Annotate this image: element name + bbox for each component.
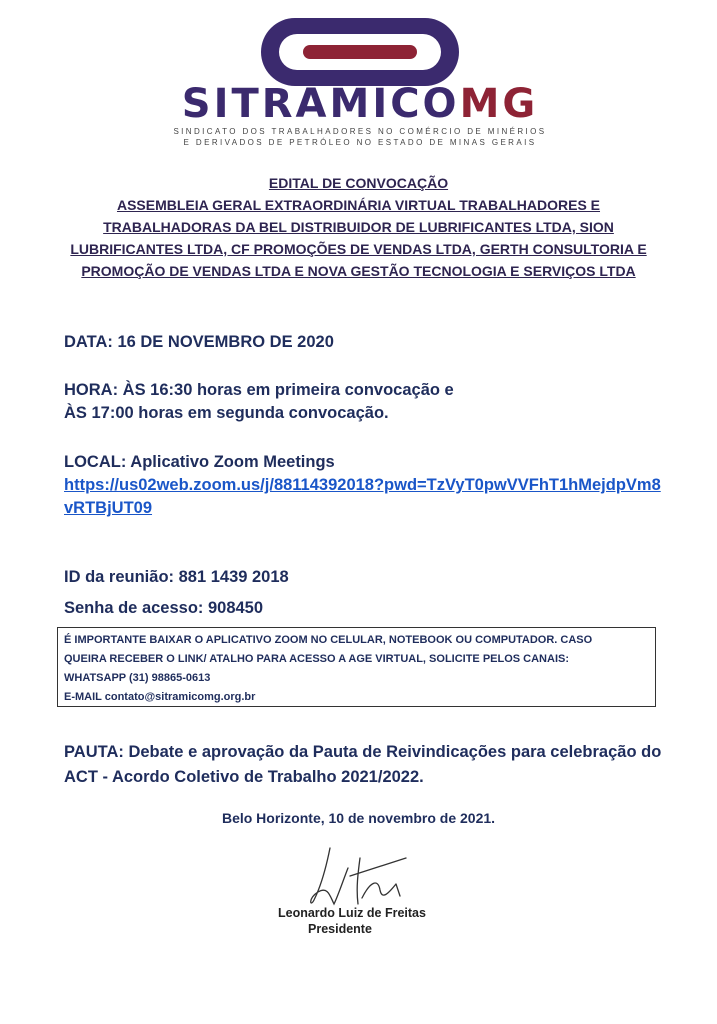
logo-wordmark (180, 82, 540, 126)
notice-line: É IMPORTANTE BAIXAR O APLICATIVO ZOOM NO CELULAR, NOTEBOOK OU COMPUTADOR. CASO (64, 634, 593, 646)
signer-name: Leonardo Luiz de Freitas (278, 906, 426, 920)
heading-title: EDITAL DE CONVOCAÇÃO (268, 175, 449, 191)
logo-subtitle-line: E DERIVADOS DE PETRÓLEO NO ESTADO DE MINAS GERAIS (183, 138, 537, 147)
zoom-meeting-link[interactable]: https://us02web.zoom.us/j/88114392018?pwd=TzVyT0pwVVFhT1hMejdpVm8vRTBjUT09 (64, 476, 661, 517)
heading-line: ASSEMBLEIA GERAL EXTRAORDINÁRIA VIRTUAL TRABALHADORES E (116, 197, 601, 213)
document-heading (40, 172, 677, 282)
heading-line: LUBRIFICANTES LTDA, CF PROMOÇÕES DE VENDAS LTDA, GERTH CONSULTORIA E (70, 241, 647, 257)
logo-subtitle (150, 126, 570, 148)
agenda-text: PAUTA: Debate e aprovação da Pauta de Reivindicações para celebração do ACT - Acordo Coletivo de Trabalho 2021/2022. (64, 743, 662, 786)
notice-line: QUEIRA RECEBER O LINK/ ATALHO PARA ACESSO A AGE VIRTUAL, SOLICITE PELOS CANAIS: (64, 653, 570, 665)
important-notice-box (57, 627, 656, 707)
meeting-time-second: ÀS 17:00 horas em segunda convocação. (64, 404, 389, 422)
notice-email: E-MAIL contato@sitramicomg.org.br (64, 691, 256, 703)
place-and-date: Belo Horizonte, 10 de novembro de 2021. (221, 810, 496, 826)
meeting-time-first: HORA: ÀS 16:30 horas em primeira convocação e (64, 381, 454, 399)
logo-subtitle-line: SINDICATO DOS TRABALHADORES NO COMÉRCIO DE MINÉRIOS (173, 127, 547, 136)
meeting-time (64, 379, 454, 425)
meeting-password: Senha de acesso: 908450 (64, 599, 264, 617)
signer-role: Presidente (308, 922, 372, 936)
meeting-location-label: LOCAL: Aplicativo Zoom Meetings (64, 453, 335, 471)
union-logo-mark (255, 14, 465, 90)
heading-line: TRABALHADORAS DA BEL DISTRIBUIDOR DE LUBRIFICANTES LTDA, SION (103, 219, 614, 235)
meeting-id: ID da reunião: 881 1439 2018 (64, 568, 289, 586)
logo-wordmark-suffix: MG (459, 81, 539, 127)
heading-line: PROMOÇÃO DE VENDAS LTDA E NOVA GESTÃO TECNOLOGIA E SERVIÇOS LTDA (81, 263, 636, 279)
logo-wordmark-main: SITRAMICO (181, 81, 460, 127)
meeting-date: DATA: 16 DE NOVEMBRO DE 2020 (64, 333, 334, 351)
meeting-location (64, 451, 664, 520)
notice-whatsapp: WHATSAPP (31) 98865-0613 (64, 672, 211, 684)
